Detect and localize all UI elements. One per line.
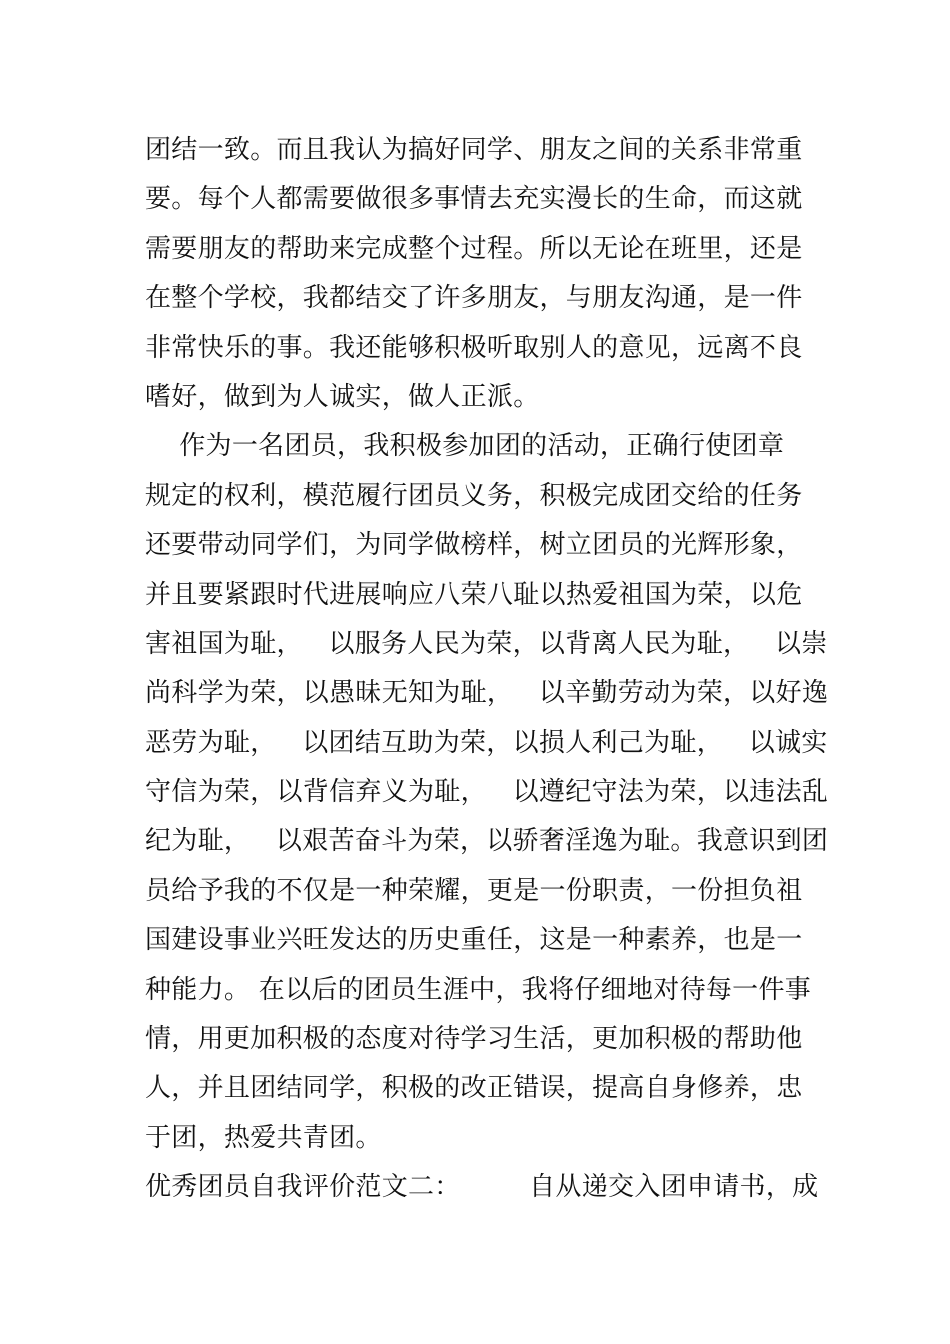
text-line: 团结一致。而且我认为搞好同学、朋友之间的关系非常重 — [145, 135, 803, 165]
text-line: 国建设事业兴旺发达的历史重任，这是一种素养，也是一 — [145, 925, 803, 956]
text-line: 尚科学为荣，以愚昧无知为耻， 以辛勤劳动为荣，以好逸 — [145, 678, 829, 709]
text-line: 守信为荣，以背信弃义为耻， 以遵纪守法为荣，以违法乱 — [145, 777, 829, 808]
text-line: 需要朋友的帮助来完成整个过程。所以无论在班里，还是 — [145, 233, 803, 264]
text-line: 要。每个人都需要做很多事情去充实漫长的生命，而这就 — [145, 184, 803, 215]
text-line: 在整个学校，我都结交了许多朋友，与朋友沟通，是一件 — [145, 283, 803, 314]
text-line: 于团，热爱共青团。 — [145, 1122, 382, 1153]
text-line: 还要带动同学们，为同学做榜样，树立团员的光辉形象， — [145, 530, 803, 561]
text-line: 作为一名团员，我积极参加团的活动，正确行使团章 — [145, 431, 785, 462]
text-line: 嗜好，做到为人诚实，做人正派。 — [145, 381, 540, 412]
text-line: 害祖国为耻， 以服务人民为荣，以背离人民为耻， 以崇 — [145, 628, 828, 659]
text-line: 规定的权利，模范履行团员义务，积极完成团交给的任务 — [145, 480, 803, 511]
section-heading-line: 优秀团员自我评价范文二： 自从递交入团申请书，成 — [145, 1172, 819, 1203]
text-line: 并且要紧跟时代进展响应八荣八耻以热爱祖国为荣，以危 — [145, 579, 803, 610]
text-line: 恶劳为耻， 以团结互助为荣，以损人利己为耻， 以诚实 — [145, 727, 828, 758]
text-line: 情，用更加积极的态度对待学习生活，更加积极的帮助他 — [145, 1024, 803, 1055]
text-line: 人，并且团结同学，积极的改正错误，提高自身修养，忠 — [145, 1073, 803, 1104]
text-line: 员给予我的不仅是一种荣耀，更是一份职责，一份担负祖 — [145, 875, 803, 906]
body-text — [145, 126, 829, 1213]
text-line: 纪为耻， 以艰苦奋斗为荣，以骄奢淫逸为耻。我意识到团 — [145, 826, 829, 857]
text-line: 种能力。 在以后的团员生涯中，我将仔细地对待每一件事 — [145, 974, 812, 1005]
text-line: 非常快乐的事。我还能够积极听取别人的意见，远离不良 — [145, 332, 803, 363]
